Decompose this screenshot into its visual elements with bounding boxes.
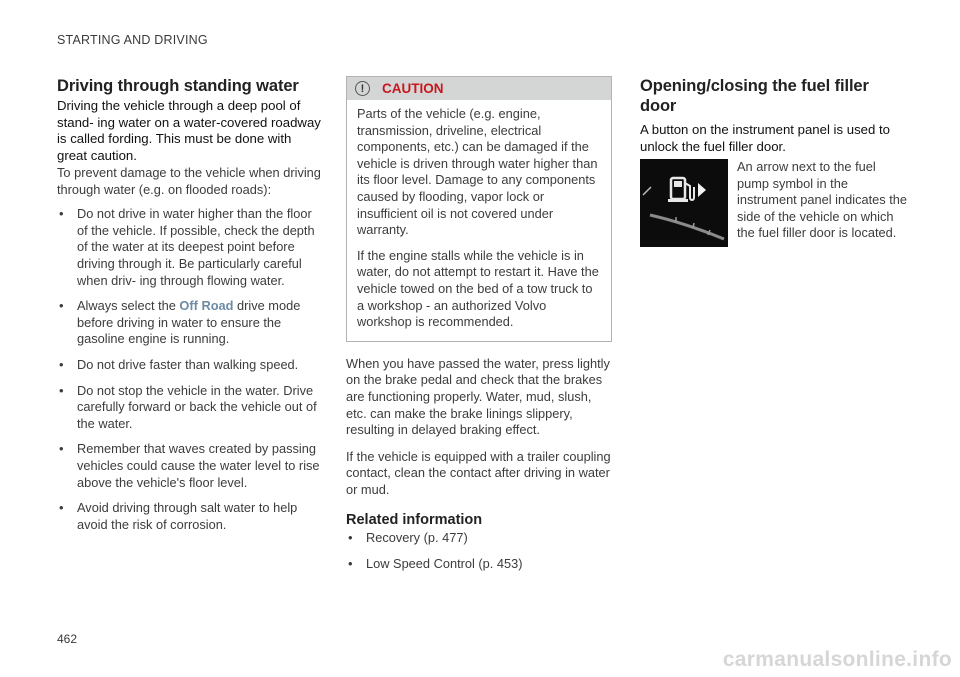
- list-item: • Do not drive in water higher than the floor of the vehicle. If possible, check the depth of the water at its deepest point before driving through it. Be particularly careful when driv- ing through flowing water.: [59, 206, 315, 288]
- bullet-list: [57, 206, 323, 533]
- paragraph: If the vehicle is equipped with a trailer coupling contact, clean the contact after driving in water or mud.: [346, 448, 611, 497]
- drive-mode-highlight: Off Road: [179, 298, 234, 314]
- related-title: Related information: [346, 512, 483, 529]
- related-list: [346, 530, 612, 572]
- caution-title: CAUTION: [382, 81, 444, 96]
- intro-text: To prevent damage to the vehicle when driving through water (e.g. on flooded roads):: [57, 165, 321, 197]
- caution-box: [346, 76, 612, 342]
- list-item: • Do not stop the vehicle in the water. Drive carefully forward or back the vehicle out of the water.: [59, 382, 317, 431]
- list-item: • Always select the Off Road drive mode before driving in water to ensure the gasoline engine is running.: [59, 298, 301, 347]
- section-title: Driving through standing water: [57, 77, 299, 95]
- related-link[interactable]: • Recovery (p. 477): [348, 530, 468, 546]
- instrument-panel-image: [640, 159, 728, 247]
- column-left: [57, 76, 323, 542]
- caution-paragraph: If the engine stalls while the vehicle is in water, do not attempt to restart it. Have the vehicle towed on the bed of a tow truck to a workshop - an authorized Volvo workshop is recommended.: [357, 247, 599, 330]
- caution-header: [347, 77, 611, 100]
- watermark: carmanualsonline.info: [722, 648, 952, 671]
- section-header: STARTING AND DRIVING: [57, 33, 208, 47]
- column-middle: [346, 76, 612, 582]
- related-link[interactable]: • Low Speed Control (p. 453): [348, 556, 523, 572]
- list-item: • Do not drive faster than walking speed.: [59, 356, 299, 372]
- caution-body: [347, 100, 611, 341]
- section-title: Opening/closing the fuel filler door: [640, 77, 869, 115]
- section-lead: A button on the instrument panel is used to unlock the fuel filler door.: [640, 122, 890, 154]
- after-water-text: [346, 356, 612, 499]
- section-lead: Driving the vehicle through a deep pool of stand- ing water on a water-covered roadway is called fording. This must be done with great caution.: [57, 98, 321, 163]
- exclamation-circle-icon: !: [355, 81, 370, 96]
- fuel-image-caption: An arrow next to the fuel pump symbol in the instrument panel indicates the side of the vehicle on which the fuel filler door is located.: [737, 159, 908, 241]
- caution-paragraph: Parts of the vehicle (e.g. engine, transmission, driveline, electrical components, etc.) can be damaged if the vehicle is driven through water higher than its floor level. Damage to any components caused by flooding, vapor lock or insufficient oil is not covered under warranty.: [357, 106, 598, 238]
- fuel-figure: [640, 159, 908, 242]
- page-number: 462: [57, 632, 78, 646]
- column-right: [640, 76, 908, 242]
- fuel-pump-icon: [640, 159, 728, 247]
- paragraph: When you have passed the water, press lightly on the brake pedal and check that the brakes are functioning properly. Water, mud, slush, etc. can make the brake linings slippery, resulting in delayed braking effect.: [346, 355, 610, 438]
- list-item: • Remember that waves created by passing vehicles could cause the water level to rise above the vehicle's floor level.: [59, 441, 320, 490]
- list-item: • Avoid driving through salt water to help avoid the risk of corrosion.: [59, 500, 298, 532]
